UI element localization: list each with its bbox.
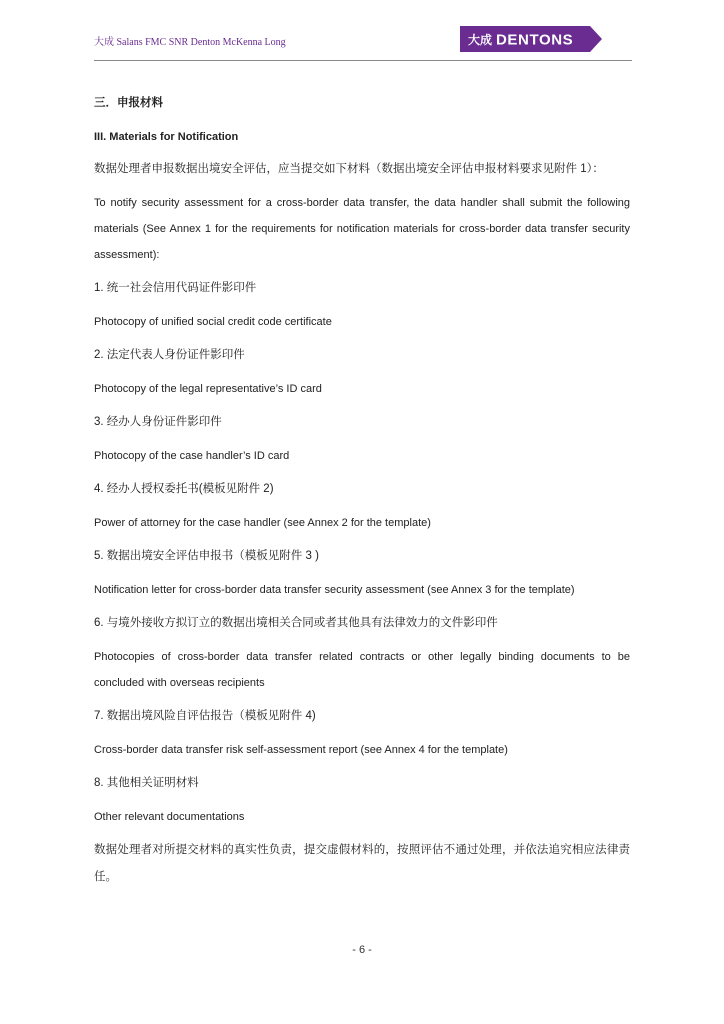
list-item-en: Photocopies of cross-border data transfer related contracts or other legally binding documents to be concluded with overseas recipients — [94, 651, 630, 689]
list-item-zh: 5. 数据出境安全评估申报书（模板见附件 3 ) — [94, 550, 319, 562]
list-item-zh: 8. 其他相关证明材料 — [94, 777, 199, 789]
svg-text:大成: 大成 — [468, 33, 493, 47]
list-item-en: Cross-border data transfer risk self-assessment report (see Annex 4 for the template) — [94, 744, 508, 756]
intro-paragraph-en: To notify security assessment for a cross-border data transfer, the data handler shall submit the following materials (See Annex 1 for the requirements for notification materials for cross-border data transfer security assessment): — [94, 197, 630, 261]
list-item-zh: 4. 经办人授权委托书(模板见附件 2) — [94, 483, 274, 495]
list-item-en: Photocopy of the case handler’s ID card — [94, 450, 290, 462]
svg-text:DENTONS: DENTONS — [496, 31, 574, 49]
list-item-en: Photocopy of unified social credit code certificate — [94, 316, 332, 328]
closing-paragraph-zh: 数据处理者对所提交材料的真实性负责，提交虚假材料的，按照评估不通过处理，并依法追究相应法律责任。 — [94, 844, 630, 883]
dentons-logo — [460, 26, 602, 52]
list-item-en: Other relevant documentations — [94, 811, 245, 823]
list-item-zh: 6. 与境外接收方拟订立的数据出境相关合同或者其他具有法律效力的文件影印件 — [94, 617, 498, 629]
list-item-en: Notification letter for cross-border data transfer security assessment (see Annex 3 for the template) — [94, 584, 575, 596]
header-divider — [94, 60, 632, 61]
section-title-zh: 三．申报材料 — [94, 97, 163, 109]
list-item-zh: 7. 数据出境风险自评估报告（模板见附件 4) — [94, 710, 316, 722]
section-title-en: III. Materials for Notification — [94, 131, 239, 143]
list-item-en: Power of attorney for the case handler (see Annex 2 for the template) — [94, 517, 431, 529]
list-item-zh: 3. 经办人身份证件影印件 — [94, 416, 222, 428]
list-item-en: Photocopy of the legal representative’s ID card — [94, 383, 322, 395]
intro-paragraph-zh: 数据处理者申报数据出境安全评估，应当提交如下材料（数据出境安全评估申报材料要求见附件 1）： — [94, 163, 604, 175]
header-firm-text: 大成 Salans FMC SNR Denton McKenna Long — [94, 37, 286, 48]
list-item-zh: 2. 法定代表人身份证件影印件 — [94, 349, 245, 361]
list-item-zh: 1. 统一社会信用代码证件影印件 — [94, 282, 257, 294]
page-number: - 6 - — [352, 944, 372, 956]
document-body — [94, 90, 630, 891]
